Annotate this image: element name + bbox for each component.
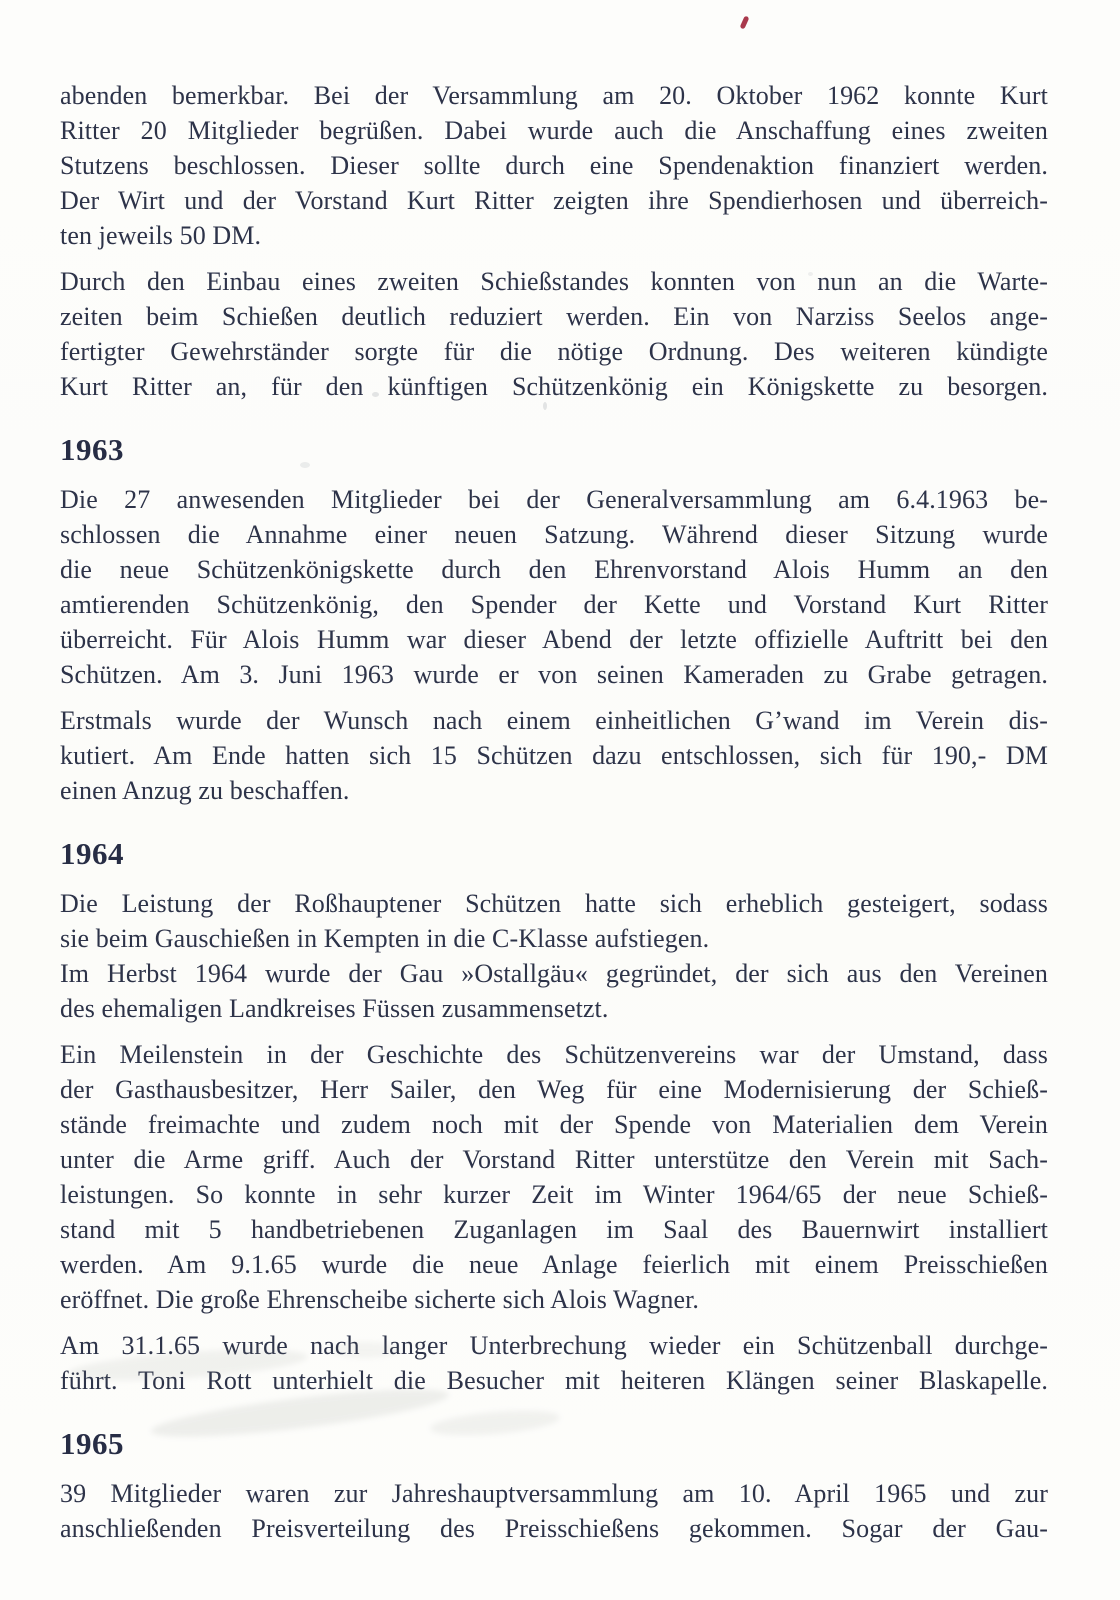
text-line: ten jeweils 50 DM. <box>60 221 262 250</box>
text-line: sie beim Gauschießen in Kempten in die C-Klasse aufstiegen. <box>60 924 710 953</box>
red-pen-mark <box>740 16 750 30</box>
scan-speck <box>372 392 379 397</box>
text-line: Schützen. Am 3. Juni 1963 wurde er von seinen Kameraden zu Grabe getragen. <box>60 660 1048 689</box>
scan-speck <box>300 462 310 468</box>
text-line: Im Herbst 1964 wurde der Gau »Ostallgäu« gegründet, der sich aus den Vereinen <box>60 959 1048 988</box>
text-line: der Gasthausbesitzer, Herr Sailer, den Weg für eine Modernisierung der Schieß- <box>60 1075 1048 1104</box>
paragraph <box>60 482 1048 692</box>
text-line: amtierenden Schützenkönig, den Spender der Kette und Vorstand Kurt Ritter <box>60 590 1048 619</box>
text-line: einen Anzug zu beschaffen. <box>60 776 350 805</box>
scan-speck <box>808 272 813 276</box>
text-line: unter die Arme griff. Auch der Vorstand Ritter unterstütze den Verein mit Sach- <box>60 1145 1048 1174</box>
text-line: Stutzens beschlossen. Dieser sollte durch eine Spendenaktion finanziert werden. <box>60 151 1048 180</box>
text-line: 39 Mitglieder waren zur Jahreshauptversammlung am 10. April 1965 und zur <box>60 1479 1048 1508</box>
text-line: Erstmals wurde der Wunsch nach einem einheitlichen G’wand im Verein dis- <box>60 706 1048 735</box>
text-line: Am 31.1.65 wurde nach langer Unterbrechung wieder ein Schützenball durchge- <box>60 1331 1048 1360</box>
text-line: Ein Meilenstein in der Geschichte des Schützenvereins war der Umstand, dass <box>60 1040 1048 1069</box>
paragraph <box>60 78 1048 253</box>
text-line: fertigter Gewehrständer sorgte für die nötige Ordnung. Des weiteren kündigte <box>60 337 1048 366</box>
page-content <box>60 78 1048 1546</box>
text-line: Die Leistung der Roßhauptener Schützen hatte sich erheblich gesteigert, sodass <box>60 889 1048 918</box>
year-heading-1964: 1964 <box>60 836 124 871</box>
text-line: Durch den Einbau eines zweiten Schießstandes konnten von nun an die Warte- <box>60 267 1048 296</box>
text-line: stände freimachte und zudem noch mit der Spende von Materialien dem Verein <box>60 1110 1048 1139</box>
paragraph <box>60 956 1048 1026</box>
text-line: Der Wirt und der Vorstand Kurt Ritter zeigten ihre Spendierhosen und überreich- <box>60 186 1048 215</box>
paragraph <box>60 886 1048 956</box>
text-line: zeiten beim Schießen deutlich reduziert werden. Ein von Narziss Seelos ange- <box>60 302 1048 331</box>
text-line: werden. Am 9.1.65 wurde die neue Anlage feierlich mit einem Preisschießen <box>60 1250 1048 1279</box>
text-line: schlossen die Annahme einer neuen Satzung. Während dieser Sitzung wurde <box>60 520 1048 549</box>
paragraph <box>60 1476 1048 1546</box>
year-heading-1965: 1965 <box>60 1426 124 1461</box>
text-line: Ritter 20 Mitglieder begrüßen. Dabei wurde auch die Anschaffung eines zweiten <box>60 116 1048 145</box>
paragraph <box>60 703 1048 808</box>
text-line: Die 27 anwesenden Mitglieder bei der Generalversammlung am 6.4.1963 be- <box>60 485 1048 514</box>
text-line: die neue Schützenkönigskette durch den Ehrenvorstand Alois Humm an den <box>60 555 1048 584</box>
paragraph <box>60 264 1048 404</box>
text-line: anschließenden Preisverteilung des Preisschießens gekommen. Sogar der Gau- <box>60 1514 1048 1543</box>
year-heading-1963: 1963 <box>60 432 124 467</box>
text-line: stand mit 5 handbetriebenen Zuganlagen im Saal des Bauernwirt installiert <box>60 1215 1048 1244</box>
text-line: eröffnet. Die große Ehrenscheibe sicherte sich Alois Wagner. <box>60 1285 700 1314</box>
scan-speck <box>543 402 547 410</box>
text-line: Kurt Ritter an, für den künftigen Schützenkönig ein Königskette zu besorgen. <box>60 372 1048 401</box>
text-line: überreicht. Für Alois Humm war dieser Abend der letzte offizielle Auftritt bei den <box>60 625 1048 654</box>
text-line: des ehemaligen Landkreises Füssen zusammensetzt. <box>60 994 609 1023</box>
text-line: führt. Toni Rott unterhielt die Besucher mit heiteren Klängen seiner Blaskapelle. <box>60 1366 1048 1395</box>
text-line: kutiert. Am Ende hatten sich 15 Schützen dazu entschlossen, sich für 190,- DM <box>60 741 1048 770</box>
pencil-smudge <box>330 1342 400 1358</box>
text-line: abenden bemerkbar. Bei der Versammlung am 20. Oktober 1962 konnte Kurt <box>60 81 1048 110</box>
text-line: leistungen. So konnte in sehr kurzer Zeit im Winter 1964/65 der neue Schieß- <box>60 1180 1048 1209</box>
paragraph <box>60 1037 1048 1317</box>
